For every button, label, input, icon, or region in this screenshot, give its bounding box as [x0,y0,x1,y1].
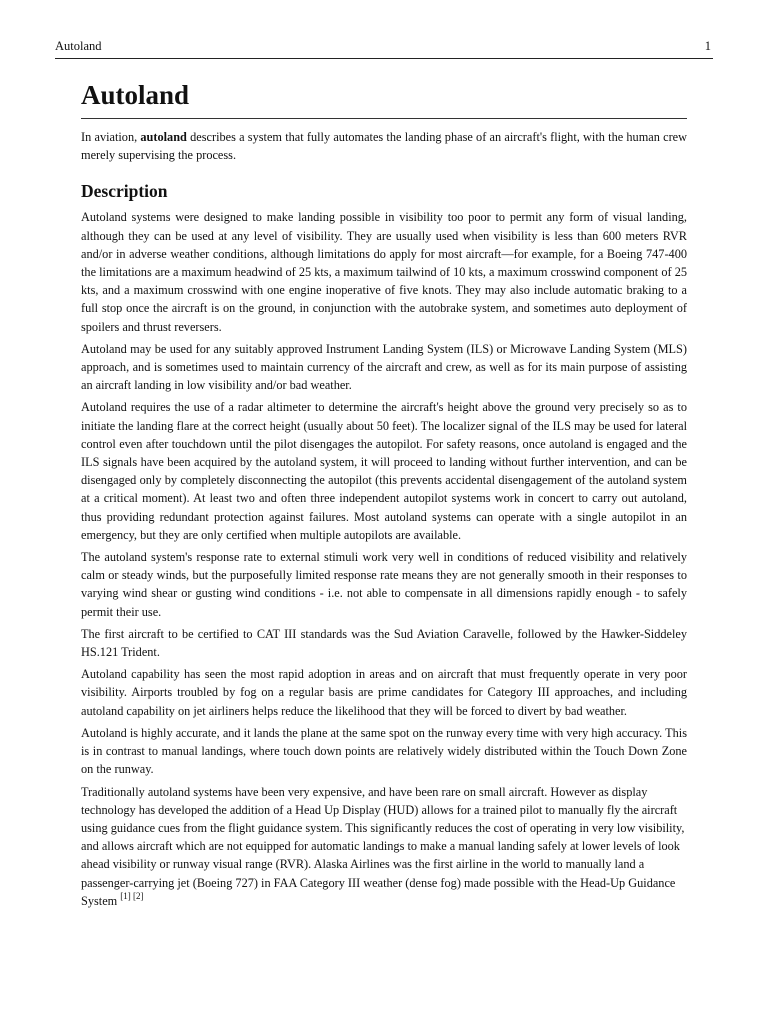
section-heading-description: Description [81,181,168,202]
page-number: 1 [704,39,711,53]
intro-lead-text: In aviation, [81,130,141,144]
description-paragraph: Autoland is highly accurate, and it lands the plane at the same spot on the runway every time with very high accuracy. This is in contrast to manual landings, where touch down points are relatively widely distributed within the Touch Down Zone on the runway. [81,725,687,777]
running-title: Autoland [55,39,102,53]
description-paragraph: Autoland requires the use of a radar altimeter to determine the aircraft's height above the ground very precisely so as to initiate the landing flare at the correct height (usually about 50 feet). The localizer signal of the ILS may be used for lateral control even after touchdown until the pilot disengages the autopilot. For safety reasons, once autoland is engaged and the ILS signals have been acquired by the autoland system, it will proceed to landing without further intervention, and can be disengaged only by completely disconnecting the autopilot (this prevents accidental disengagement of the autoland system at a critical moment). At least two and often three independent autopilot systems work in concert to carry out autoland, thus providing redundant protection against failures. Most autoland systems can operate with a single autopilot in an emergency, but they are only certified when multiple autopilots are available. [81,400,687,542]
description-paragraph: Autoland systems were designed to make landing possible in visibility too poor to permit any form of visual landing, although they can be used at any level of visibility. They are usually used when visibility is less than 600 meters RVR and/or in adverse weather conditions, although limitations do apply for most aircraft—for example, for a Boeing 747-400 the limitations are a maximum headwind of 25 kts, a maximum tailwind of 10 kts, a maximum crosswind component of 25 kts, and a maximum crosswind with one engine inoperative of five knots. They may also include automatic braking to a full stop once the aircraft is on the ground, in conjunction with the autobrake system, and sometimes auto deployment of spoilers and thrust reversers. [81,210,687,334]
last-paragraph-text: Traditionally autoland systems have been very expensive, and have been rare on small aircraft. However as display technology has developed the addition of a Head Up Display (HUD) allows for a trained pilot to manually fly the aircraft using guidance cues from the flight guidance system. This significantly reduces the cost of operating in very low visibility, and allows aircraft which are not equipped for automatic landings to make a manual landing safely at lower levels of look ahead visibility or runway visual range (RVR). Alaska Airlines was the first airline in the world to manually land a passenger-carrying jet (Boeing 727) in FAA Category III weather (dense fog) made possible with the Head-Up Guidance System [81,784,685,908]
description-paragraph: Autoland capability has seen the most rapid adoption in areas and on aircraft that must frequently operate in very poor visibility. Airports troubled by fog on a regular basis are prime candidates for Category III approaches, and including autoland capability on jet airliners helps reduce the likelihood that they will be forced to divert by bad weather. [81,667,687,718]
article-body [81,76,687,914]
intro-bold-term: autoland [140,130,187,144]
running-header [55,38,713,59]
intro-paragraph [81,128,687,164]
description-paragraph-last [81,783,687,910]
description-paragraph: The autoland system's response rate to external stimuli work very well in conditions of reduced visibility and relatively calm or steady winds, but the purposefully limited response rate means they are not generally smooth in their responses to varying wind shear or gusting wind conditions - i.e. not able to compensate in all dimensions rapidly enough - to safely permit their use. [81,550,687,619]
description-paragraph: Autoland may be used for any suitably approved Instrument Landing System (ILS) or Microwave Landing System (MLS) approach, and is sometimes used to maintain currency of the aircraft and crew, as well as for its main purpose of assisting an aircraft landing in low visibility and/or bad weather. [81,341,687,393]
description-paragraph: The first aircraft to be certified to CAT III standards was the Sud Aviation Caravelle, followed by the Hawker-Siddeley HS.121 Trident. [81,626,687,660]
citation-links[interactable]: [1] [2] [120,890,144,901]
article-title: Autoland [81,76,687,119]
intro-rest-text: describes a system that fully automates the landing phase of an aircraft's flight, with the human crew merely supervising the process. [81,130,688,163]
